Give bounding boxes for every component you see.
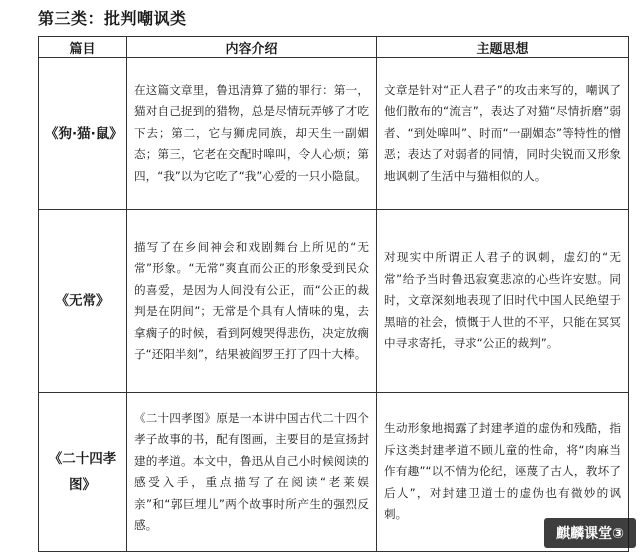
watermark-badge: 麒麟课堂③ <box>544 518 636 548</box>
table-row <box>39 210 629 393</box>
row-content: 《二十四孝图》原是一本讲中国古代二十四个孝子故事的书，配有图画，主要目的是宣扬封建的孝道。本文中，鲁迅从自己小时候阅读的感受入手，重点描写了在阅读“老莱娱亲”和“郭巨埋儿”两个故事时所产生的强烈反感。 <box>127 393 377 552</box>
table-row <box>39 58 629 210</box>
header-title: 篇目 <box>39 37 127 58</box>
content-table <box>38 36 629 552</box>
row-content: 在这篇文章里，鲁迅清算了猫的罪行：第一，猫对自己捉到的猎物，总是尽情玩弄够了才吃下去；第二，它与狮虎同族，却天生一副媚态；第三，它老在交配时嗥叫，令人心烦；第四，“我”以为它吃了“我”心爱的一只小隐鼠。 <box>127 58 377 210</box>
row-theme: 生动形象地揭露了封建孝道的虚伪和残酷，指斥这类封建孝道不顾儿童的性命，将“肉麻当作有趣”“以不情为伦纪，诬蔑了古人，教坏了后人”，对封建卫道士的虚伪也有微妙的讽刺。 <box>377 393 629 552</box>
row-theme: 对现实中所谓正人君子的讽刺，虚幻的“无常”给予当时鲁迅寂寞悲凉的心些许安慰。同时，文章深刻地表现了旧时代中国人民绝望于黑暗的社会，愤慨于人世的不平，只能在冥冥中寻求寄托，寻求“公正的裁判”。 <box>377 210 629 393</box>
row-theme: 文章是针对“正人君子”的攻击来写的，嘲讽了他们散布的“流言”，表达了对猫“尽情折磨”弱者、“到处嗥叫”、时而“一副媚态”等特性的憎恶；表达了对弱者的同情，同时尖锐而又形象地讽刺了生活中与猫相似的人。 <box>377 58 629 210</box>
table-row <box>39 393 629 552</box>
row-title: 《狗·猫·鼠》 <box>39 58 127 210</box>
header-content: 内容介绍 <box>127 37 377 58</box>
row-title: 《二十四孝图》 <box>39 393 127 552</box>
page-heading: 第三类：批判嘲讽类 <box>38 9 187 28</box>
row-content: 描写了在乡间神会和戏剧舞台上所见的“无常”形象。“无常”爽直而公正的形象受到民众的喜爱，是因为人间没有公正，而“公正的裁判是在阴间”；无常是个具有人情味的鬼，去拿瘸子的时候，看到阿嫂哭得悲伤，决定放瘸子“还阳半刻”，结果被阎罗王打了四十大棒。 <box>127 210 377 393</box>
table-header-row <box>39 37 629 58</box>
header-theme: 主题思想 <box>377 37 629 58</box>
row-title: 《无常》 <box>39 210 127 393</box>
